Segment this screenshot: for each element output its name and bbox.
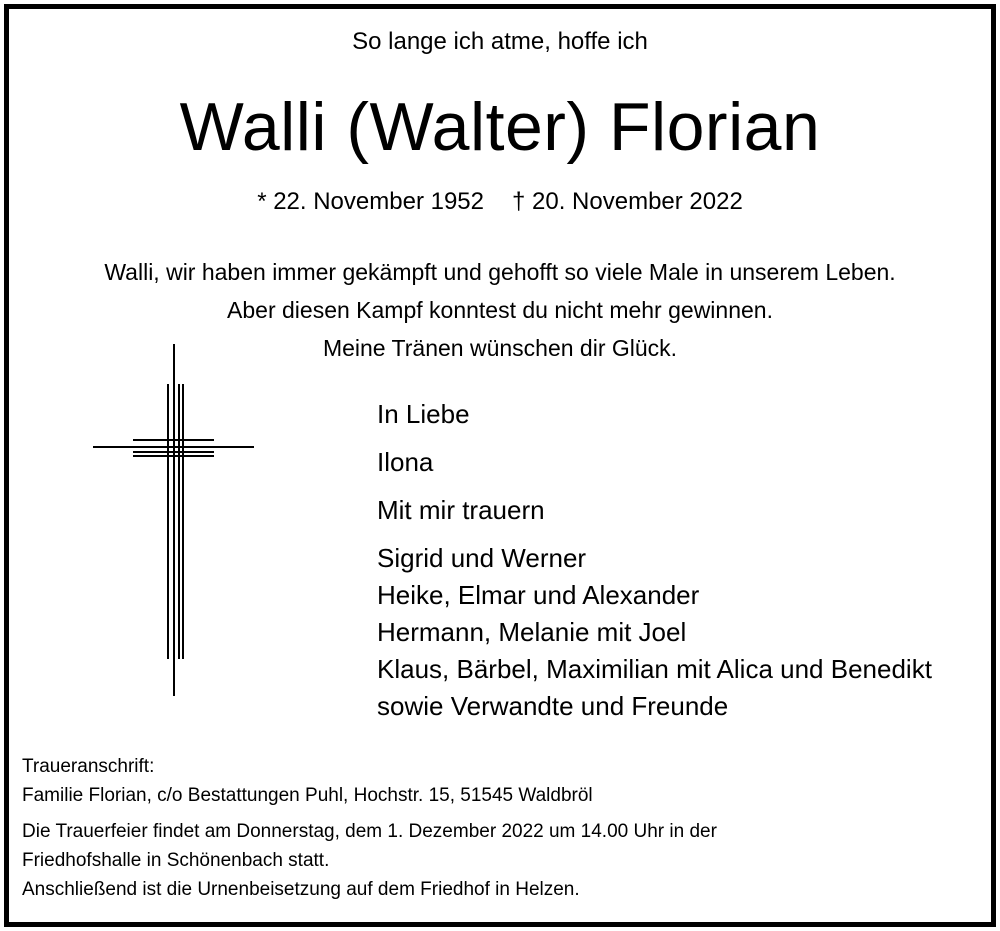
mourners-block xyxy=(377,396,932,725)
mourners-heading: Mit mir trauern xyxy=(377,495,545,525)
address-label: Traueranschrift: xyxy=(22,756,155,777)
burial-info: Anschließend ist die Urnenbeisetzung auf dem Friedhof in Helzen. xyxy=(22,879,580,900)
ceremony-info: Die Trauerfeier findet am Donnerstag, dem 1. Dezember 2022 um 14.00 Uhr in der xyxy=(22,821,717,842)
family-line: Hermann, Melanie mit Joel xyxy=(377,617,687,647)
verse-line: Aber diesen Kampf konntest du nicht mehr gewinnen. xyxy=(227,297,773,323)
verse-line: Walli, wir haben immer gekämpft und gehofft so viele Male in unserem Leben. xyxy=(104,259,896,285)
family-line: sowie Verwandte und Freunde xyxy=(377,691,729,721)
family-line: Sigrid und Werner xyxy=(377,543,587,573)
family-line: Klaus, Bärbel, Maximilian mit Alica und Benedikt xyxy=(377,654,932,684)
death-date: † 20. November 2022 xyxy=(512,188,743,215)
motto: So lange ich atme, hoffe ich xyxy=(352,28,648,55)
deceased-name: Walli (Walter) Florian xyxy=(179,89,821,165)
ceremony-info: Friedhofshalle in Schönenbach statt. xyxy=(22,850,330,871)
life-dates xyxy=(0,188,1000,216)
footer-info xyxy=(22,752,717,904)
address: Familie Florian, c/o Bestattungen Puhl, Hochstr. 15, 51545 Waldbröl xyxy=(22,785,593,806)
cross-icon xyxy=(93,344,254,696)
spouse-name: Ilona xyxy=(377,447,434,477)
mourners-intro: In Liebe xyxy=(377,399,470,429)
birth-date: * 22. November 1952 xyxy=(257,188,484,215)
verse-line: Meine Tränen wünschen dir Glück. xyxy=(322,335,678,361)
family-line: Heike, Elmar und Alexander xyxy=(377,580,700,610)
